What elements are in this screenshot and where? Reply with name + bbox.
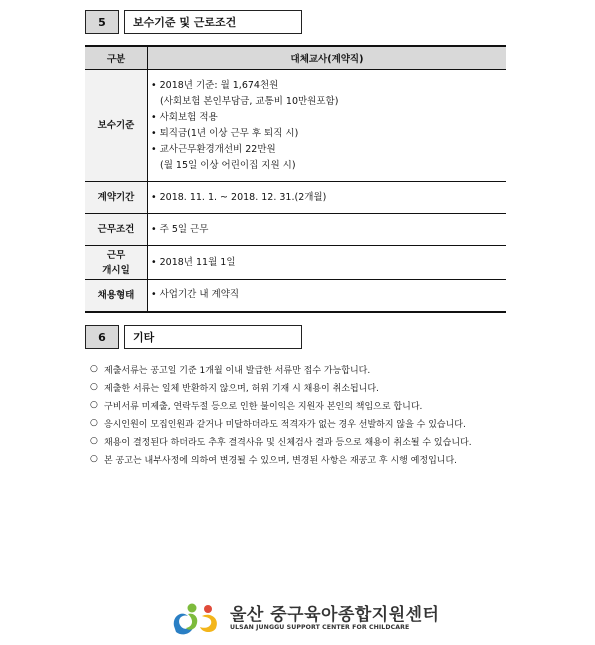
list-item <box>90 360 550 378</box>
pay-line-6: (월 15일 이상 어린이집 지원 시) <box>160 159 296 171</box>
table-row-conditions <box>85 214 506 246</box>
table-row-employment <box>85 280 506 312</box>
circle-bullet-icon: ○ <box>90 364 98 374</box>
pay-line-2: (사회보험 본인부담금, 교통비 10만원포함) <box>160 95 339 107</box>
list-item <box>90 432 550 450</box>
row-value-pay <box>148 70 507 182</box>
circle-bullet-icon: ○ <box>90 454 98 464</box>
section-6-header <box>85 325 302 349</box>
start-category-line-2: 개시일 <box>102 264 130 276</box>
row-category-employment: 채용형태 <box>85 280 148 312</box>
note-text: 제출한 서류는 일체 반환하지 않으며, 허위 기재 시 채용이 취소됩니다. <box>104 383 379 394</box>
table-row-pay <box>85 70 506 182</box>
list-item <box>90 414 550 432</box>
circle-bullet-icon: ○ <box>90 436 98 446</box>
note-text: 제출서류는 공고일 기준 1개월 이내 발급한 서류만 접수 가능합니다. <box>104 365 371 376</box>
pay-line-3: • 사회보험 적용 <box>151 111 218 123</box>
center-name-korean: 울산 중구육아종합지원센터 <box>230 605 440 625</box>
row-category-start <box>85 246 148 280</box>
table-row-start <box>85 246 506 280</box>
center-name-english: ULSAN JUNGGU SUPPORT CENTER FOR CHILDCARE <box>230 624 410 631</box>
note-text: 본 공고는 내부사정에 의하여 변경될 수 있으며, 변경된 사항은 재공고 후 시행 예정입니다. <box>104 455 458 466</box>
pay-line-4: • 퇴직금(1년 이상 근무 후 퇴직 시) <box>151 127 299 139</box>
section-6-number: 6 <box>85 325 119 349</box>
row-value-contract: • 2018. 11. 1. ~ 2018. 12. 31.(2개월) <box>148 182 507 214</box>
table-header-row <box>85 46 506 70</box>
circle-bullet-icon: ○ <box>90 418 98 428</box>
note-text: 채용이 결정된다 하더라도 추후 결격사유 및 신체검사 결과 등으로 채용이 취소될 수 있습니다. <box>104 437 472 448</box>
row-value-employment: • 사업기간 내 계약직 <box>148 280 507 312</box>
note-text: 응시인원이 모집인원과 같거나 미달하더라도 적격자가 없는 경우 선발하지 않을 수 있습니다. <box>104 419 466 430</box>
row-category-conditions: 근무조건 <box>85 214 148 246</box>
row-category-pay: 보수기준 <box>85 70 148 182</box>
note-text: 구비서류 미제출, 연락두절 등으로 인한 불이익은 지원자 본인의 책임으로 합니다. <box>104 401 423 412</box>
notes-list <box>90 360 550 468</box>
list-item <box>90 378 550 396</box>
list-item <box>90 450 550 468</box>
pay-line-1: • 2018년 기준: 월 1,674천원 <box>151 79 279 91</box>
row-category-contract: 계약기간 <box>85 182 148 214</box>
center-logo <box>168 598 438 638</box>
section-5-title: 보수기준 및 근로조건 <box>124 10 302 34</box>
header-position: 대체교사(계약직) <box>148 46 507 70</box>
pay-line-5: • 교사근무환경개선비 22만원 <box>151 143 276 155</box>
working-conditions-table <box>85 45 506 313</box>
section-5-header <box>85 10 302 34</box>
row-value-conditions: • 주 5일 근무 <box>148 214 507 246</box>
table-row-contract <box>85 182 506 214</box>
list-item <box>90 396 550 414</box>
childcare-logo-icon <box>168 600 224 636</box>
start-category-line-1: 근무 <box>106 249 126 261</box>
section-5-number: 5 <box>85 10 119 34</box>
header-category: 구분 <box>85 46 148 70</box>
circle-bullet-icon: ○ <box>90 382 98 392</box>
section-6-title: 기타 <box>124 325 302 349</box>
circle-bullet-icon: ○ <box>90 400 98 410</box>
row-value-start: • 2018년 11월 1일 <box>148 246 507 280</box>
